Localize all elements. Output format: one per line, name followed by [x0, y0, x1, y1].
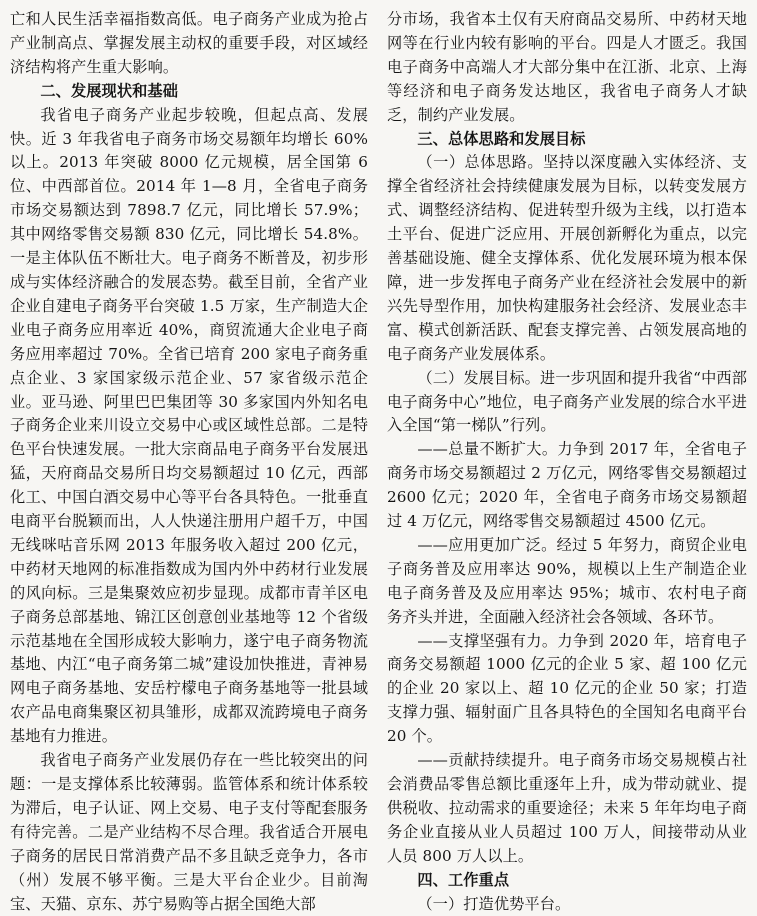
section-heading: 三、总体思路和发展目标 [417, 129, 586, 148]
paragraph: （一）打造优势平台。 [417, 894, 571, 913]
paragraph: ——贡献持续提升。电子商务市场交易规模占社会消费品零售总额比重逐年上升，成为带动就业、提供税收、拉动需求的重要途径；未来 5 年年均电子商务企业直接从业人员超过 100 万人，间接带动从业人员 800 万人以上。 [387, 751, 747, 865]
paragraph: 分市场，我省本土仅有天府商品交易所、中药材天地网等在行业内较有影响的平台。四是人才匮乏。我国电子商务中高端人才大部分集中在江浙、北京、上海等经济和电子商务发达地区，我省电子商务人才缺乏，制约产业发展。 [387, 10, 747, 124]
paragraph: 亡和人民生活幸福指数高低。电子商务产业成为抢占产业制高点、掌握发展主动权的重要手段，对区域经济结构将产生重大影响。 [10, 10, 368, 76]
section-heading: 四、工作重点 [417, 870, 510, 889]
paragraph: ——支撑坚强有力。力争到 2020 年，培育电子商务交易额超 1000 亿元的企业 5 家、超 100 亿元的企业 20 家以上、超 10 亿元的企业 50 家；打造支撑力强、辐射面广且各具特色的全国知名电商平台 20 个。 [387, 631, 747, 746]
paragraph: 我省电子商务产业发展仍存在一些比较突出的问题：一是支撑体系比较薄弱。监管体系和统计体系较为滞后，电子认证、网上交易、电子支付等配套服务有待完善。二是产业结构不尽合理。我省适合开展电子商务的居民日常消费产品不多且缺乏竞争力，各市（州）发展不够平衡。三是大平台企业少。目前淘宝、天猫、京东、苏宁易购等占据全国绝大部 [10, 751, 368, 913]
paragraph: （二）发展目标。进一步巩固和提升我省“中西部电子商务中心”地位，电子商务产业发展的综合水平进入全国“第一梯队”行列。 [387, 368, 747, 435]
paragraph: ——应用更加广泛。经过 5 年努力，商贸企业电子商务普及应用率达 90%，规模以上生产制造企业电子商务普及及应用率达 95%；城市、农村电子商务齐头并进，全面融入经济社会各领域、各环节。 [387, 535, 747, 626]
left-column [10, 8, 368, 913]
paragraph: 我省电子商务产业起步较晚，但起点高、发展快。近 3 年我省电子商务市场交易额年均增长 60%以上。2013 年突破 8000 亿元规模，居全国第 6 位、中西部首位。2014 年 1—8 月，全省电子商务市场交易额达到 7898.7 亿元，同比增长 57.9%；其中网络零售交易额 830 亿元，同比增长 54.8%。一是主体队伍不断壮大。电子商务不断普及，初步形成与实体经济融合的发展态势。截至目前，全省产业企业自建电子商务平台突破 1.5 万家，生产制造大企业电子商务应用率近 40%，商贸流通大企业电子商务应用率超过 70%。全省已培育 200 家电子商务重点企业、3 家国家级示范企业、57 家省级示范企业。亚马逊、阿里巴巴集团等 30 多家国内外知名电子商务企业来川设立交易中心或区域性总部。二是特色平台快速发展。一批大宗商品电子商务平台发展迅猛，天府商品交易所日均交易额超过 10 亿元，西部化工、中国白酒交易中心等平台各具特色。一批垂直电商平台脱颖而出，人人快递注册用户超千万，中国无线咪咕音乐网 2013 年服务收入超过 200 亿元，中药材天地网的标准指数成为国内外中药材行业发展的风向标。三是集聚效应初步显现。成都市青羊区电子商务总部基地、锦江区创意创业基地等 12 个省级示范基地在全国形成较大影响力，遂宁电子商务物流基地、内江“电子商务第二城”建设加快推进，青神易网电子商务基地、安岳柠檬电子商务基地等一批县域农产品电商集聚区初具雏形，成都双流跨境电子商务基地有力推进。 [10, 105, 368, 746]
paragraph: （一）总体思路。坚持以深度融入实体经济、支撑全省经济社会持续健康发展为目标，以转变发展方式、调整经济结构、促进转型升级为主线，以打造本土平台、促进广泛应用、开展创新孵化为重点，以完善基础设施、健全支撑体系、优化发展环境为根本保障，进一步发挥电子商务产业在经济社会发展中的新兴先导型作用，加快构建服务社会经济、发展业态丰富、模式创新活跃、配套支撑完善、占领发展高地的电子商务产业发展体系。 [387, 153, 747, 363]
paragraph: ——总量不断扩大。力争到 2017 年，全省电子商务市场交易额超过 2 万亿元，网络零售交易额超过 2600 亿元；2020 年，全省电子商务市场交易额超过 4 万亿元，网络零售交易额超过 4500 亿元。 [387, 440, 747, 531]
right-column [387, 8, 747, 913]
section-heading: 二、发展现状和基础 [40, 81, 178, 100]
